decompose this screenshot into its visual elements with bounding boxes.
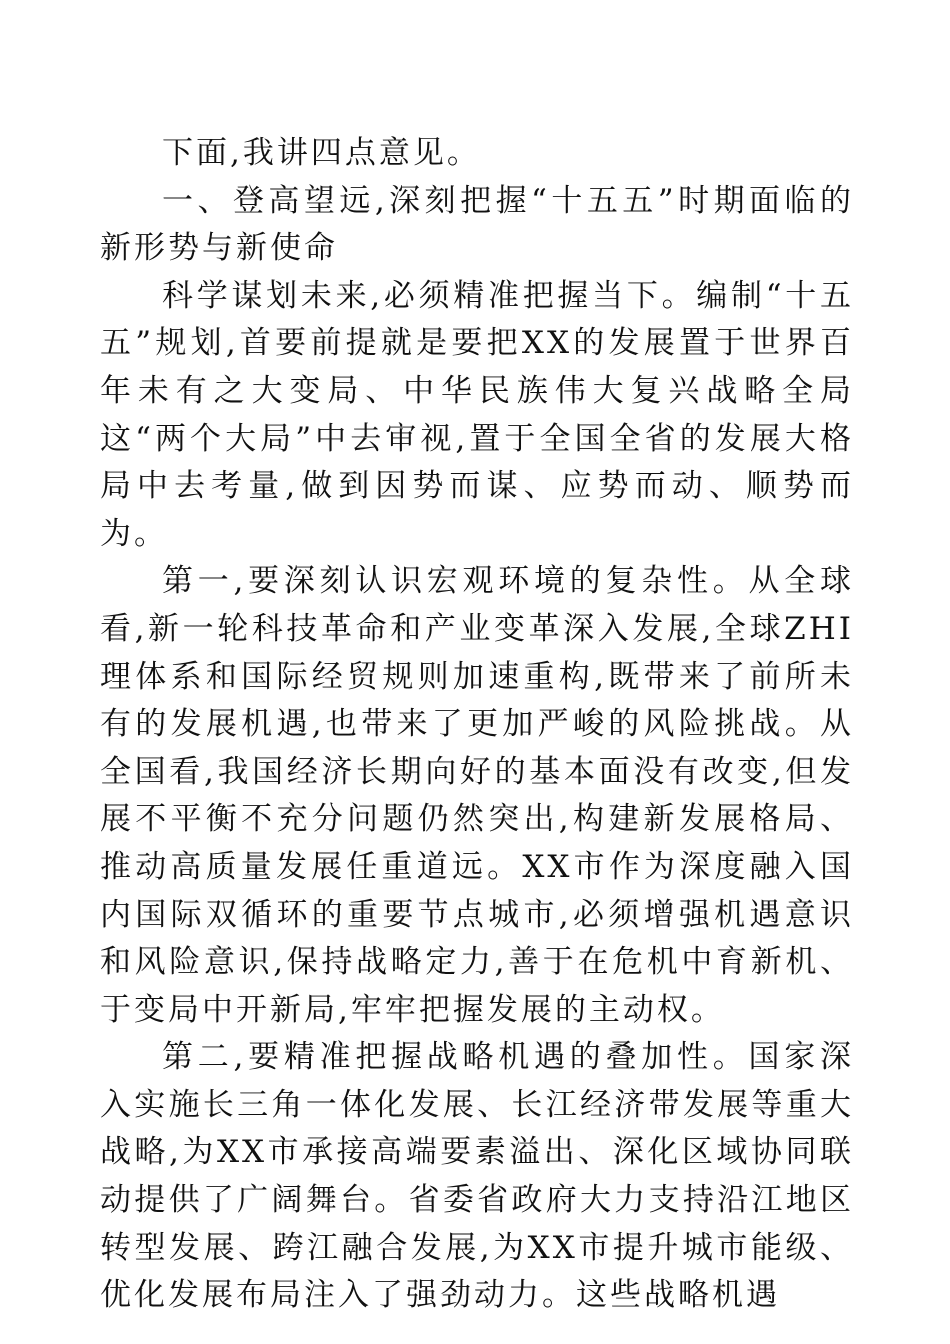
section-heading-1: 一、登高望远,深刻把握“十五五”时期面临的新形势与新使命: [100, 182, 854, 267]
paragraph-section-1-overview: 科学谋划未来,必须精准把握当下。编制“十五五”规划,首要前提就是要把XX的发展置于世界百年未有之大变局、中华民族伟大复兴战略全局这“两个大局”中去审视,置于全国全省的发展大格局中去考量,做到因势而谋、应势而动、顺势而为。: [100, 277, 854, 552]
paragraph-point-1: 第一,要深刻认识宏观环境的复杂性。从全球看,新一轮科技革命和产业变革深入发展,全球ZHI理体系和国际经贸规则加速重构,既带来了前所未有的发展机遇,也带来了更加严峻的风险挑战。从全国看,我国经济长期向好的基本面没有改变,但发展不平衡不充分问题仍然突出,构建新发展格局、推动高质量发展任重道远。XX市作为深度融入国内国际双循环的重要节点城市,必须增强机遇意识和风险意识,保持战略定力,善于在危机中育新机、于变局中开新局,牢牢把握发展的主动权。: [100, 563, 854, 1028]
paragraph-intro: 下面,我讲四点意见。: [162, 135, 481, 171]
paragraph-point-2: 第二,要精准把握战略机遇的叠加性。国家深入实施长三角一体化发展、长江经济带发展等重大战略,为XX市承接高端要素溢出、深化区域协同联动提供了广阔舞台。省委省政府大力支持沿江地区转型发展、跨江融合发展,为XX市提升城市能级、优化发展布局注入了强劲动力。这些战略机遇: [100, 1039, 854, 1314]
document-body: [100, 130, 854, 1320]
